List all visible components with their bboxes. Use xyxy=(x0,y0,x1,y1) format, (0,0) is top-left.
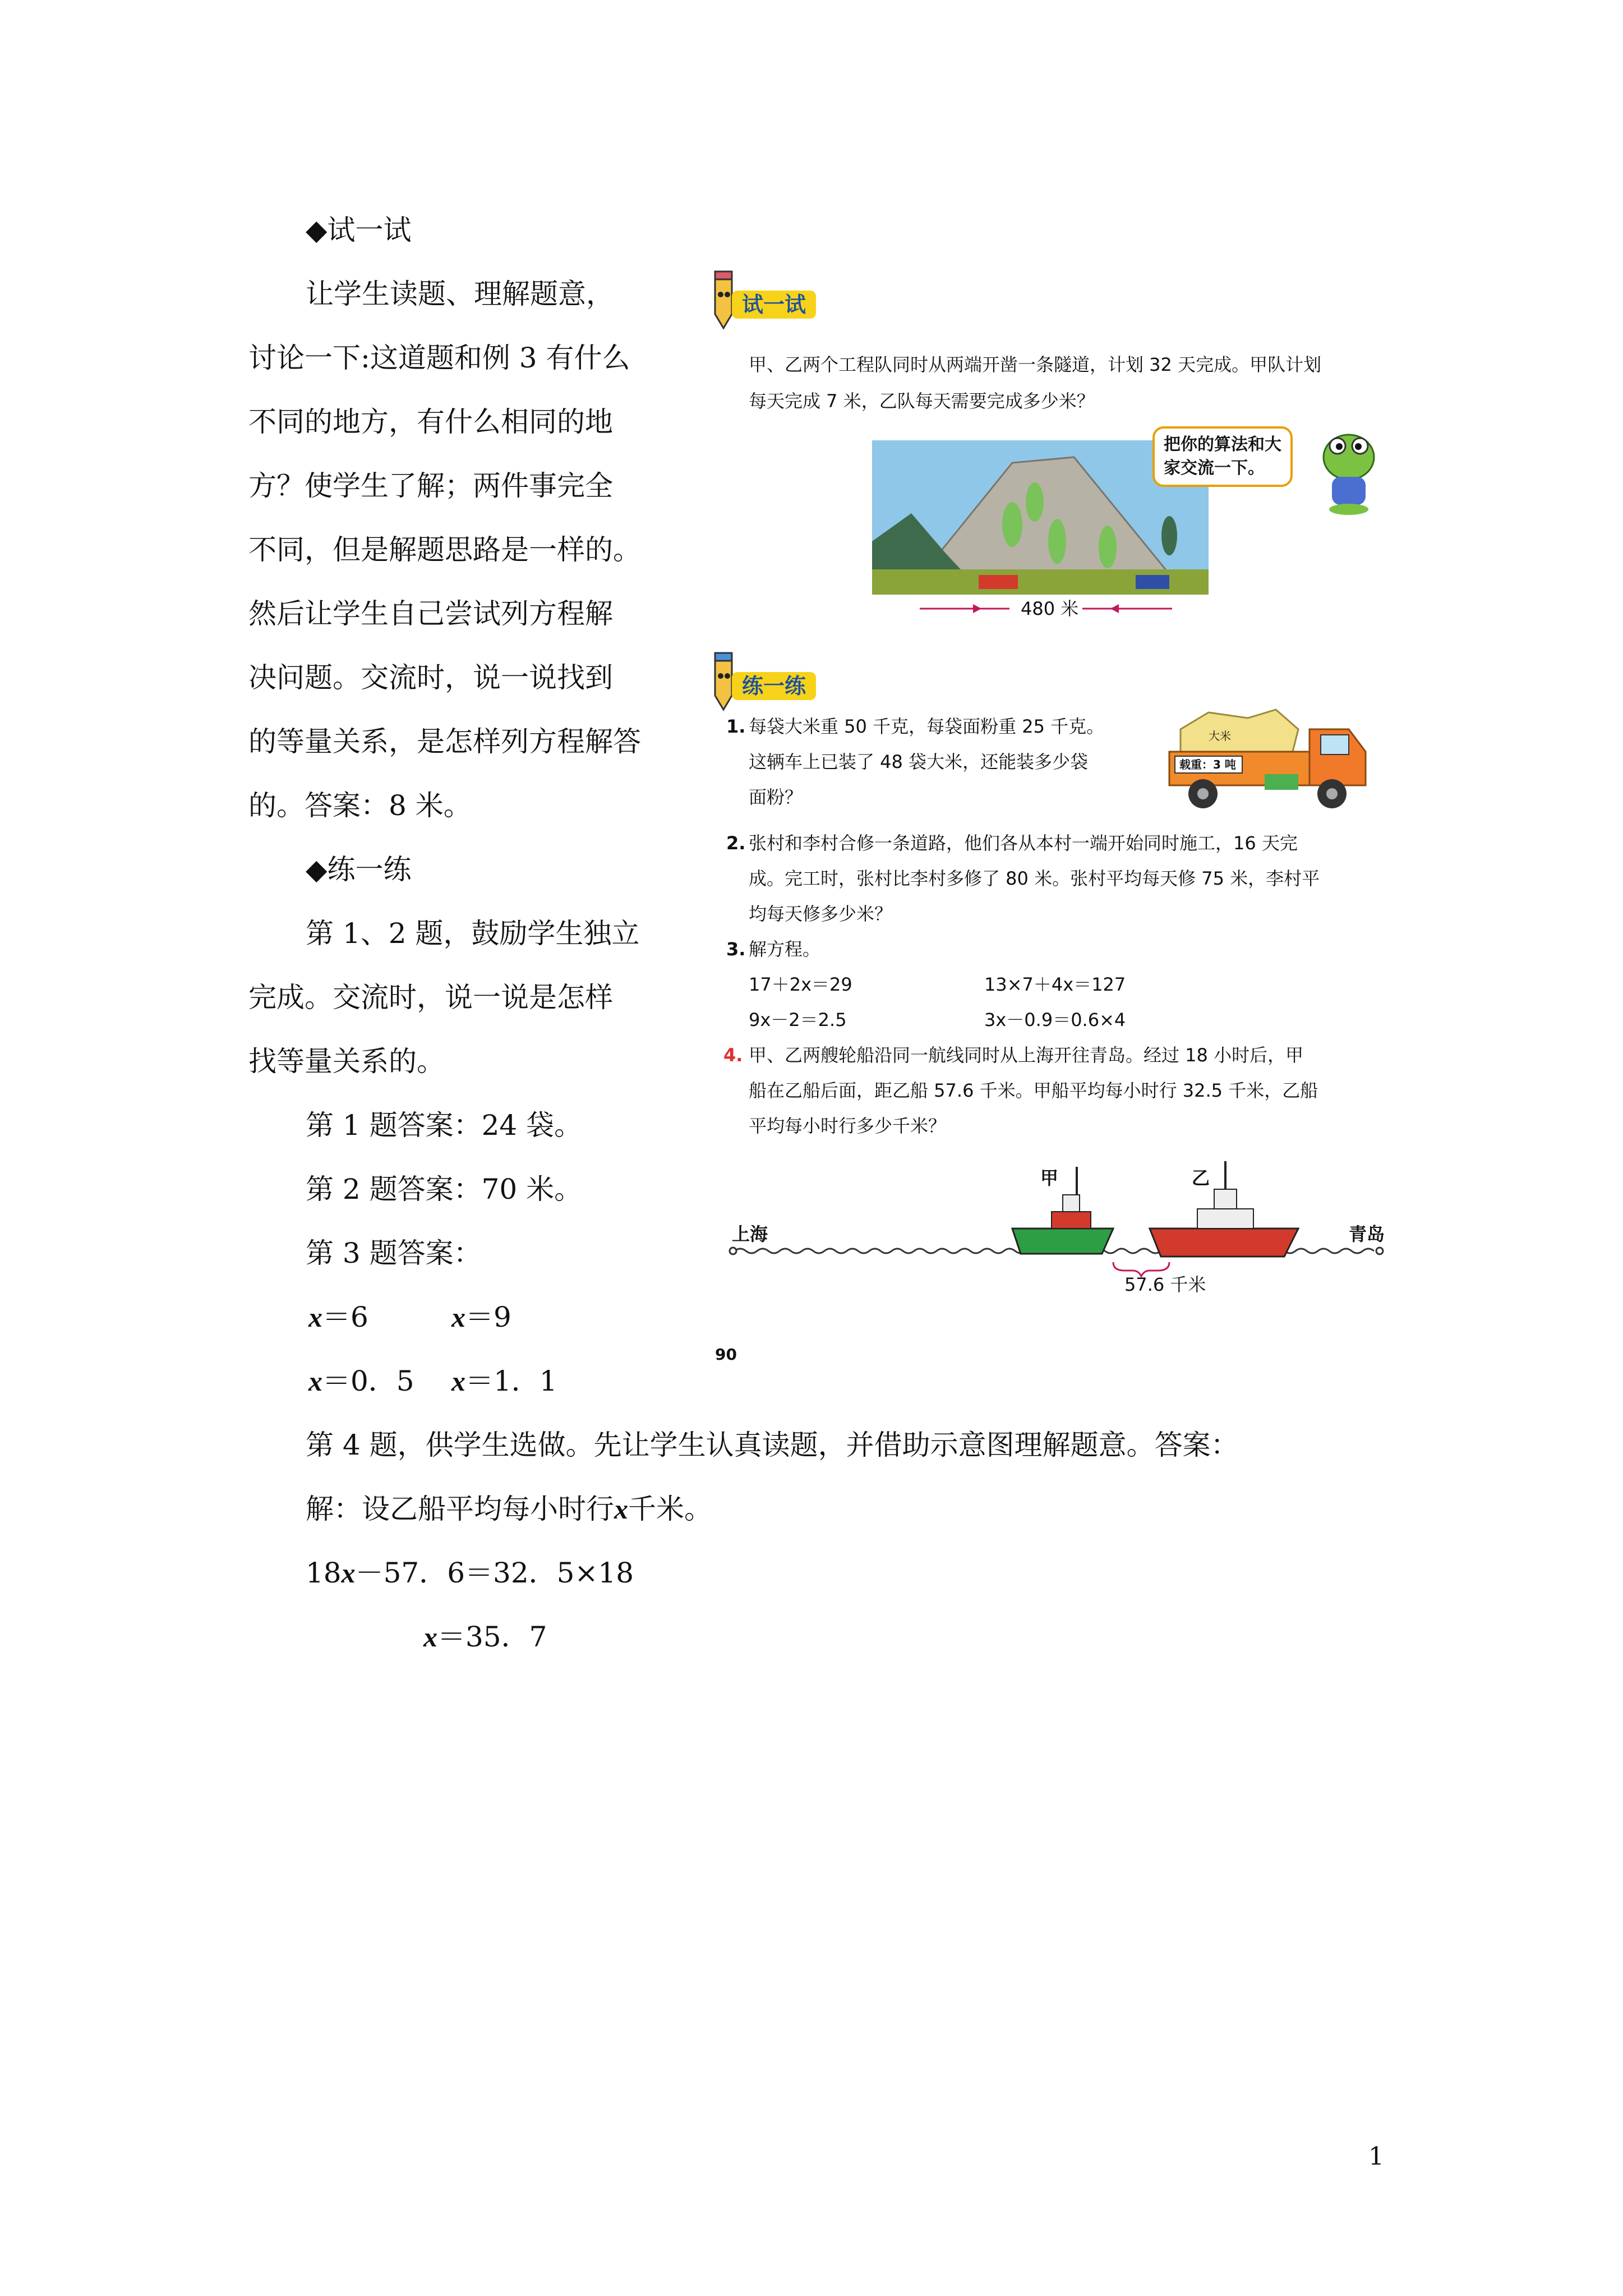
q1-line-3: 面粉？ xyxy=(749,786,803,808)
speech-bubble: 把你的算法和大 家交流一下。 xyxy=(1152,426,1293,487)
gap-distance-label: 57.6 千米 xyxy=(1124,1274,1206,1295)
answer-3-eq1: x＝6 xyxy=(308,1301,368,1333)
try-line-2: 讨论一下:这道题和例 3 有什么 xyxy=(248,342,630,374)
practice-line-1: 第 1、2 题，鼓励学生独立 xyxy=(306,917,640,950)
solution-result: x＝35．7 xyxy=(423,1621,547,1653)
ship-b-label: 乙 xyxy=(1192,1167,1210,1189)
book-page-number: 90 xyxy=(715,1345,737,1364)
answer-1: 第 1 题答案：24 袋。 xyxy=(306,1109,583,1142)
solution-equation: 18x－57．6＝32．5×18 xyxy=(306,1557,634,1589)
q2-number: 2. xyxy=(726,832,746,854)
heading-try: ◆试一试 xyxy=(306,214,412,246)
rice-bag-label: 大米 xyxy=(1209,729,1231,743)
frog-mascot-icon xyxy=(1318,426,1380,516)
q3-equation-2: 13×7＋4x＝127 xyxy=(984,974,1126,995)
answer-2: 第 2 题答案：70 米。 xyxy=(306,1173,583,1205)
q4-number: 4. xyxy=(723,1045,743,1066)
heading-practice: ◆练一练 xyxy=(306,853,412,886)
try-line-9: 的。答案：8 米。 xyxy=(248,789,472,822)
try-line-6: 然后让学生自己尝试列方程解 xyxy=(248,597,613,630)
practice-line-2: 完成。交流时，说一说是怎样 xyxy=(248,981,613,1014)
q1-line-1: 每袋大米重 50 千克，每袋面粉重 25 千克。 xyxy=(749,716,1105,737)
try-question-line-2: 每天完成 7 米，乙队每天需要完成多少米？ xyxy=(749,390,1095,412)
q4-line-3: 平均每小时行多少千米？ xyxy=(749,1115,947,1137)
q3-equation-3: 9x－2＝2.5 xyxy=(749,1009,847,1030)
try-line-7: 决问题。交流时，说一说找到 xyxy=(248,661,613,694)
q2-line-2: 成。完工时，张村比李村多修了 80 米。张村平均每天修 75 米，李村平 xyxy=(749,868,1320,889)
truck-load-label: 载重：3 吨 xyxy=(1179,758,1236,771)
practice-banner xyxy=(704,668,827,701)
q2-line-1: 张村和李村合修一条道路，他们各从本村一端开始同时施工，16 天完 xyxy=(749,832,1298,854)
try-line-4: 方？使学生了解；两件事完全 xyxy=(248,470,613,502)
try-line-1: 让学生读题、理解题意， xyxy=(306,278,614,310)
answer-3: 第 3 题答案： xyxy=(306,1237,482,1269)
answer-3-eq4: x＝1．1 xyxy=(451,1365,557,1397)
try-line-8: 的等量关系，是怎样列方程解答 xyxy=(248,725,641,758)
try-question-line-1: 甲、乙两个工程队同时从两端开凿一条隧道，计划 32 天完成。甲队计划 xyxy=(749,354,1322,375)
answer-3-eq3: x＝0．5 xyxy=(308,1365,414,1397)
q1-line-2: 这辆车上已装了 48 袋大米，还能装多少袋 xyxy=(749,751,1089,772)
textbook-excerpt xyxy=(704,264,1402,1380)
practice-line-3: 找等量关系的。 xyxy=(248,1045,445,1078)
page-number: 1 xyxy=(1368,2142,1384,2171)
q4-line-2: 船在乙船后面，距乙船 57.6 千米。甲船平均每小时行 32.5 千米，乙船 xyxy=(749,1080,1318,1101)
tunnel-length-label: 480 米 xyxy=(1021,598,1079,619)
city-end-label: 青岛 xyxy=(1349,1223,1385,1245)
practice-tag: 练一练 xyxy=(732,672,816,700)
try-banner xyxy=(704,286,827,320)
try-tag: 试一试 xyxy=(732,291,816,319)
question-4-note: 第 4 题，供学生选做。先让学生认真读题，并借助示意图理解题意。答案： xyxy=(306,1429,1239,1461)
q1-number: 1. xyxy=(726,716,746,737)
ship-a-label: 甲 xyxy=(1040,1167,1059,1189)
city-start-label: 上海 xyxy=(732,1223,768,1245)
q3-text: 解方程。 xyxy=(749,938,821,960)
try-line-3: 不同的地方，有什么相同的地 xyxy=(248,406,613,438)
q3-equation-1: 17＋2x＝29 xyxy=(749,974,852,995)
q3-number: 3. xyxy=(726,938,746,960)
q4-line-1: 甲、乙两艘轮船沿同一航线同时从上海开往青岛。经过 18 小时后，甲 xyxy=(749,1045,1304,1066)
q2-line-3: 均每天修多少米？ xyxy=(749,903,893,924)
q3-equation-4: 3x－0.9＝0.6×4 xyxy=(984,1009,1126,1030)
solution-let: 解：设乙船平均每小时行x千米。 xyxy=(306,1493,712,1525)
try-line-5: 不同，但是解题思路是一样的。 xyxy=(248,533,641,566)
answer-3-eq2: x＝9 xyxy=(451,1301,511,1333)
